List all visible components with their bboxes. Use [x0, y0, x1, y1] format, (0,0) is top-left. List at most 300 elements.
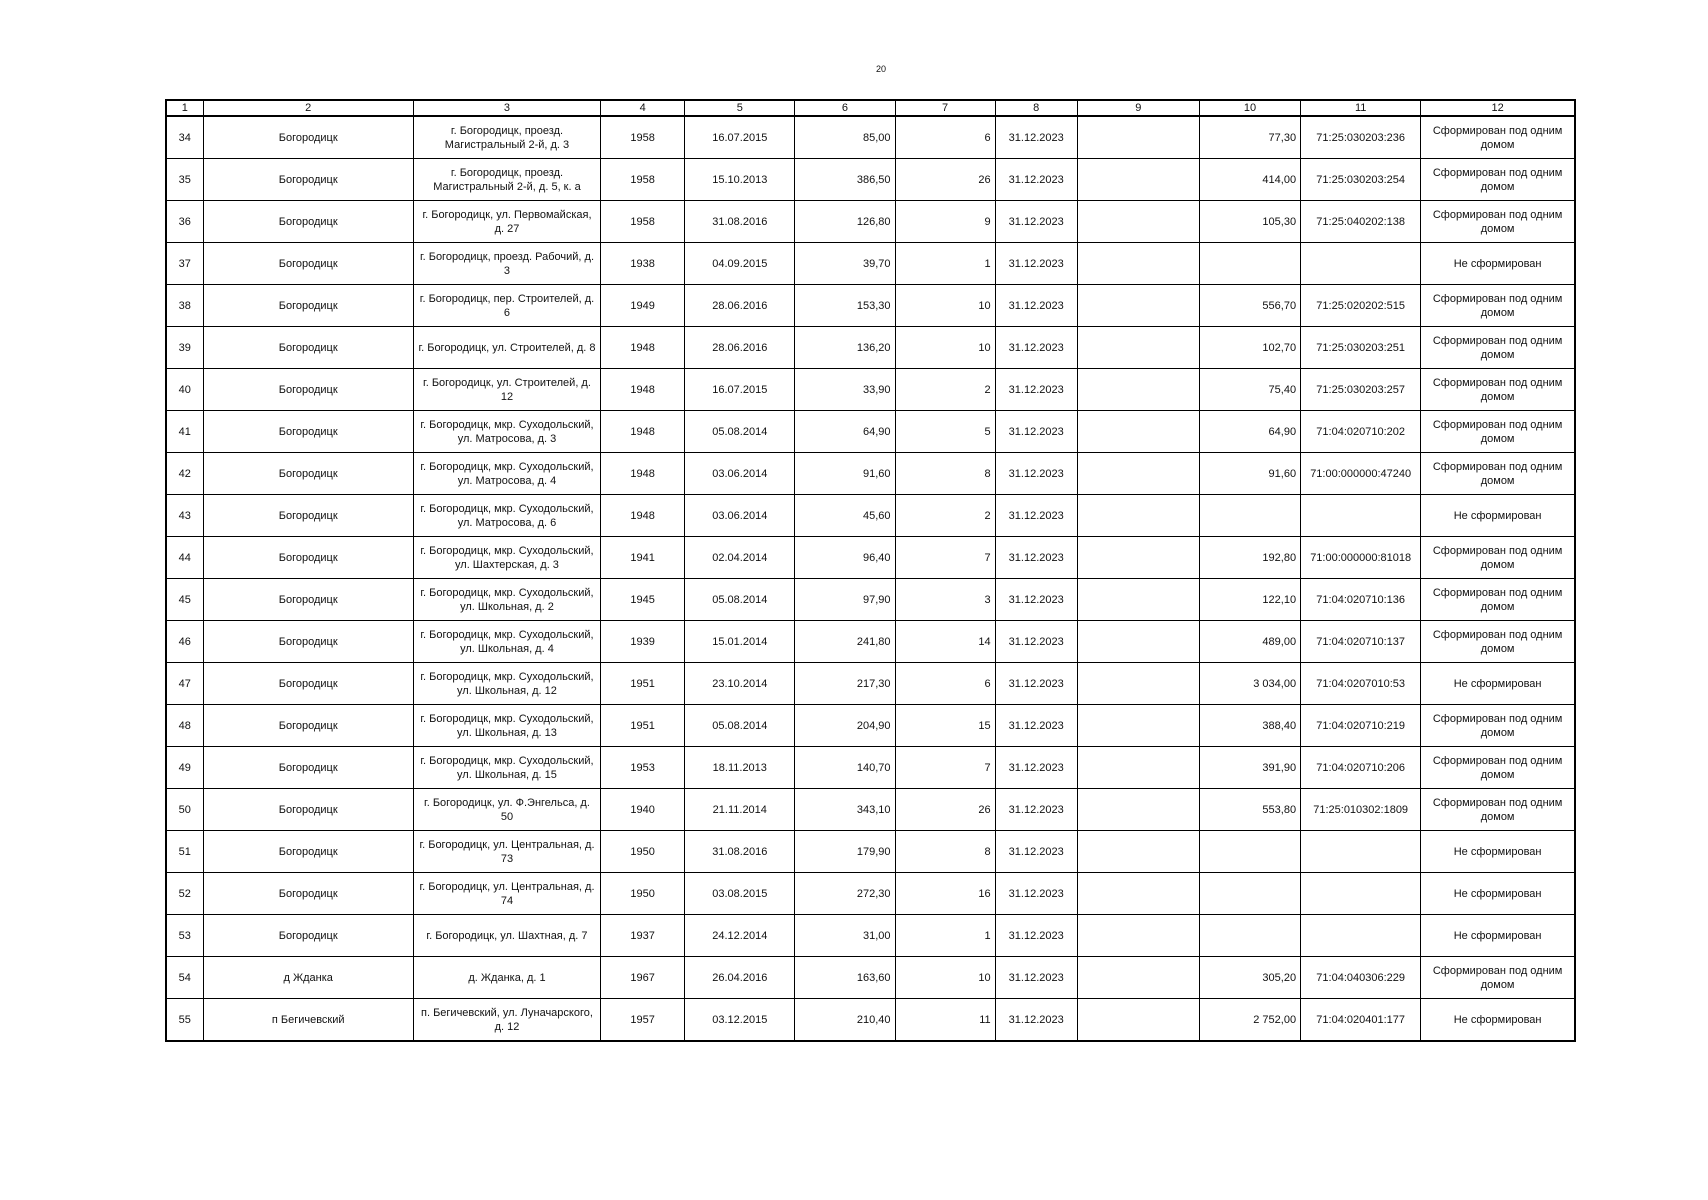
cell-address: г. Богородицк, ул. Первомайская, д. 27: [413, 201, 600, 243]
cell-land-status: Сформирован под одним домом: [1421, 369, 1575, 411]
cell-settlement: Богородицк: [203, 831, 413, 873]
cell-date: 04.09.2015: [685, 243, 795, 285]
cell-cadastral-number: 71:04:0207010:53: [1301, 663, 1421, 705]
cell-area: 179,90: [795, 831, 895, 873]
cell-date: 03.06.2014: [685, 453, 795, 495]
cell-area: 140,70: [795, 747, 895, 789]
cell-land-area: 77,30: [1199, 116, 1300, 159]
cell-row-number: 50: [166, 789, 203, 831]
cell-address: г. Богородицк, ул. Центральная, д. 73: [413, 831, 600, 873]
cell-cadastral-number: 71:04:020710:219: [1301, 705, 1421, 747]
cell-land-area: 122,10: [1199, 579, 1300, 621]
table-row: [166, 369, 1575, 411]
cell-area: 39,70: [795, 243, 895, 285]
cell-land-status: Сформирован под одним домом: [1421, 579, 1575, 621]
table-row: [166, 999, 1575, 1042]
cell-cadastral-number: 71:04:040306:229: [1301, 957, 1421, 999]
cell-settlement: п Бегичевский: [203, 999, 413, 1042]
cell-settlement: Богородицк: [203, 201, 413, 243]
cell-land-area: 105,30: [1199, 201, 1300, 243]
cell-deadline: 31.12.2023: [995, 285, 1077, 327]
cell-land-area: [1199, 243, 1300, 285]
cell-empty-col-9: [1077, 915, 1199, 957]
table-row: [166, 705, 1575, 747]
cell-row-number: 45: [166, 579, 203, 621]
cell-residents: 14: [895, 621, 995, 663]
cell-area: 272,30: [795, 873, 895, 915]
column-header-2: 2: [203, 100, 413, 116]
cell-row-number: 54: [166, 957, 203, 999]
table-row: [166, 579, 1575, 621]
column-header-5: 5: [685, 100, 795, 116]
cell-residents: 26: [895, 789, 995, 831]
cell-build-year: 1953: [601, 747, 685, 789]
cell-residents: 7: [895, 537, 995, 579]
cell-land-area: 192,80: [1199, 537, 1300, 579]
cell-address: г. Богородицк, ул. Строителей, д. 12: [413, 369, 600, 411]
cell-land-status: Сформирован под одним домом: [1421, 327, 1575, 369]
table-row: [166, 159, 1575, 201]
cell-deadline: 31.12.2023: [995, 453, 1077, 495]
cell-build-year: 1948: [601, 327, 685, 369]
cell-deadline: 31.12.2023: [995, 495, 1077, 537]
cell-land-status: Не сформирован: [1421, 873, 1575, 915]
cell-deadline: 31.12.2023: [995, 621, 1077, 663]
cell-date: 31.08.2016: [685, 201, 795, 243]
cell-deadline: 31.12.2023: [995, 915, 1077, 957]
cell-area: 91,60: [795, 453, 895, 495]
cell-area: 386,50: [795, 159, 895, 201]
cell-empty-col-9: [1077, 831, 1199, 873]
cell-row-number: 39: [166, 327, 203, 369]
cell-deadline: 31.12.2023: [995, 579, 1077, 621]
cell-row-number: 40: [166, 369, 203, 411]
cell-date: 31.08.2016: [685, 831, 795, 873]
cell-residents: 10: [895, 285, 995, 327]
cell-address: г. Богородицк, проезд. Магистральный 2-й, д. 3: [413, 116, 600, 159]
cell-cadastral-number: 71:04:020401:177: [1301, 999, 1421, 1042]
cell-date: 28.06.2016: [685, 327, 795, 369]
cell-land-area: 414,00: [1199, 159, 1300, 201]
cell-address: г. Богородицк, мкр. Суходольский, ул. Матросова, д. 3: [413, 411, 600, 453]
cell-land-status: Сформирован под одним домом: [1421, 957, 1575, 999]
cell-cadastral-number: 71:25:030203:254: [1301, 159, 1421, 201]
cell-settlement: Богородицк: [203, 537, 413, 579]
cell-build-year: 1949: [601, 285, 685, 327]
cell-date: 16.07.2015: [685, 369, 795, 411]
cell-land-status: Сформирован под одним домом: [1421, 201, 1575, 243]
cell-empty-col-9: [1077, 747, 1199, 789]
cell-address: г. Богородицк, мкр. Суходольский, ул. Матросова, д. 4: [413, 453, 600, 495]
cell-empty-col-9: [1077, 411, 1199, 453]
cell-settlement: Богородицк: [203, 915, 413, 957]
cell-area: 64,90: [795, 411, 895, 453]
cell-address: г. Богородицк, мкр. Суходольский, ул. Школьная, д. 15: [413, 747, 600, 789]
cell-residents: 8: [895, 453, 995, 495]
cell-row-number: 47: [166, 663, 203, 705]
cell-cadastral-number: 71:00:000000:81018: [1301, 537, 1421, 579]
cell-row-number: 53: [166, 915, 203, 957]
cell-settlement: Богородицк: [203, 621, 413, 663]
cell-land-status: Не сформирован: [1421, 831, 1575, 873]
cell-land-status: Сформирован под одним домом: [1421, 747, 1575, 789]
cell-cadastral-number: 71:04:020710:137: [1301, 621, 1421, 663]
cell-cadastral-number: [1301, 243, 1421, 285]
cell-date: 02.04.2014: [685, 537, 795, 579]
cell-residents: 26: [895, 159, 995, 201]
cell-empty-col-9: [1077, 957, 1199, 999]
cell-settlement: Богородицк: [203, 159, 413, 201]
cell-residents: 7: [895, 747, 995, 789]
cell-land-status: Не сформирован: [1421, 999, 1575, 1042]
cell-address: г. Богородицк, мкр. Суходольский, ул. Школьная, д. 2: [413, 579, 600, 621]
cell-settlement: Богородицк: [203, 411, 413, 453]
cell-residents: 1: [895, 915, 995, 957]
cell-area: 31,00: [795, 915, 895, 957]
cell-settlement: Богородицк: [203, 495, 413, 537]
cell-land-area: 102,70: [1199, 327, 1300, 369]
cell-build-year: 1958: [601, 116, 685, 159]
cell-empty-col-9: [1077, 369, 1199, 411]
cell-land-status: Сформирован под одним домом: [1421, 705, 1575, 747]
cell-deadline: 31.12.2023: [995, 327, 1077, 369]
column-number-header-row: [166, 100, 1575, 116]
cell-settlement: Богородицк: [203, 116, 413, 159]
cell-cadastral-number: 71:25:030203:236: [1301, 116, 1421, 159]
cell-date: 05.08.2014: [685, 411, 795, 453]
table-row: [166, 621, 1575, 663]
cell-empty-col-9: [1077, 116, 1199, 159]
cell-build-year: 1939: [601, 621, 685, 663]
cell-row-number: 34: [166, 116, 203, 159]
cell-row-number: 36: [166, 201, 203, 243]
cell-deadline: 31.12.2023: [995, 831, 1077, 873]
cell-date: 24.12.2014: [685, 915, 795, 957]
cell-residents: 16: [895, 873, 995, 915]
table-row: [166, 957, 1575, 999]
cell-build-year: 1948: [601, 411, 685, 453]
cell-land-area: 91,60: [1199, 453, 1300, 495]
cell-area: 85,00: [795, 116, 895, 159]
cell-land-area: 64,90: [1199, 411, 1300, 453]
cell-empty-col-9: [1077, 873, 1199, 915]
cell-cadastral-number: 71:25:010302:1809: [1301, 789, 1421, 831]
cell-settlement: Богородицк: [203, 873, 413, 915]
cell-area: 97,90: [795, 579, 895, 621]
cell-cadastral-number: 71:25:040202:138: [1301, 201, 1421, 243]
cell-date: 26.04.2016: [685, 957, 795, 999]
cell-row-number: 49: [166, 747, 203, 789]
cell-land-status: Сформирован под одним домом: [1421, 285, 1575, 327]
cell-deadline: 31.12.2023: [995, 116, 1077, 159]
table-row: [166, 495, 1575, 537]
cell-row-number: 41: [166, 411, 203, 453]
cell-area: 153,30: [795, 285, 895, 327]
cell-address: г. Богородицк, мкр. Суходольский, ул. Матросова, д. 6: [413, 495, 600, 537]
table-body: [166, 116, 1575, 1041]
cell-area: 210,40: [795, 999, 895, 1042]
cell-build-year: 1948: [601, 453, 685, 495]
cell-address: г. Богородицк, ул. Строителей, д. 8: [413, 327, 600, 369]
cell-cadastral-number: 71:25:030203:257: [1301, 369, 1421, 411]
cell-address: г. Богородицк, проезд. Магистральный 2-й, д. 5, к. а: [413, 159, 600, 201]
cell-empty-col-9: [1077, 327, 1199, 369]
cell-build-year: 1940: [601, 789, 685, 831]
cell-address: г. Богородицк, мкр. Суходольский, ул. Школьная, д. 13: [413, 705, 600, 747]
cell-build-year: 1937: [601, 915, 685, 957]
cell-land-area: [1199, 495, 1300, 537]
cell-empty-col-9: [1077, 495, 1199, 537]
cell-residents: 5: [895, 411, 995, 453]
cell-residents: 11: [895, 999, 995, 1042]
cell-land-status: Не сформирован: [1421, 915, 1575, 957]
cell-build-year: 1967: [601, 957, 685, 999]
cell-land-status: Сформирован под одним домом: [1421, 789, 1575, 831]
cell-settlement: Богородицк: [203, 327, 413, 369]
cell-date: 18.11.2013: [685, 747, 795, 789]
cell-residents: 9: [895, 201, 995, 243]
cell-build-year: 1950: [601, 873, 685, 915]
cell-area: 136,20: [795, 327, 895, 369]
cell-date: 05.08.2014: [685, 705, 795, 747]
cell-address: г. Богородицк, мкр. Суходольский, ул. Школьная, д. 4: [413, 621, 600, 663]
table-row: [166, 285, 1575, 327]
cell-deadline: 31.12.2023: [995, 705, 1077, 747]
cell-row-number: 37: [166, 243, 203, 285]
cell-land-status: Не сформирован: [1421, 495, 1575, 537]
cell-cadastral-number: [1301, 495, 1421, 537]
cell-land-area: 305,20: [1199, 957, 1300, 999]
cell-residents: 3: [895, 579, 995, 621]
cell-empty-col-9: [1077, 201, 1199, 243]
cell-residents: 8: [895, 831, 995, 873]
cell-residents: 6: [895, 663, 995, 705]
cell-settlement: Богородицк: [203, 243, 413, 285]
page-number: 20: [875, 64, 886, 74]
cell-address: п. Бегичевский, ул. Луначарского, д. 12: [413, 999, 600, 1042]
cell-build-year: 1958: [601, 159, 685, 201]
cell-land-status: Сформирован под одним домом: [1421, 411, 1575, 453]
cell-deadline: 31.12.2023: [995, 747, 1077, 789]
cell-row-number: 43: [166, 495, 203, 537]
cell-land-area: 489,00: [1199, 621, 1300, 663]
cell-date: 03.08.2015: [685, 873, 795, 915]
cell-land-area: [1199, 873, 1300, 915]
cell-row-number: 44: [166, 537, 203, 579]
cell-area: 217,30: [795, 663, 895, 705]
cell-land-area: 75,40: [1199, 369, 1300, 411]
cell-deadline: 31.12.2023: [995, 999, 1077, 1042]
column-header-10: 10: [1199, 100, 1300, 116]
cell-date: 05.08.2014: [685, 579, 795, 621]
cell-settlement: Богородицк: [203, 663, 413, 705]
cell-deadline: 31.12.2023: [995, 243, 1077, 285]
cell-row-number: 46: [166, 621, 203, 663]
cell-area: 126,80: [795, 201, 895, 243]
cell-deadline: 31.12.2023: [995, 789, 1077, 831]
cell-row-number: 52: [166, 873, 203, 915]
cell-land-area: 553,80: [1199, 789, 1300, 831]
cell-land-status: Сформирован под одним домом: [1421, 621, 1575, 663]
cell-empty-col-9: [1077, 285, 1199, 327]
table-row: [166, 411, 1575, 453]
cell-land-area: [1199, 915, 1300, 957]
cell-row-number: 51: [166, 831, 203, 873]
cell-land-status: Сформирован под одним домом: [1421, 159, 1575, 201]
cell-empty-col-9: [1077, 999, 1199, 1042]
cell-cadastral-number: [1301, 873, 1421, 915]
cell-date: 21.11.2014: [685, 789, 795, 831]
cell-area: 96,40: [795, 537, 895, 579]
cell-empty-col-9: [1077, 663, 1199, 705]
cell-date: 28.06.2016: [685, 285, 795, 327]
cell-date: 15.10.2013: [685, 159, 795, 201]
column-header-8: 8: [995, 100, 1077, 116]
cell-land-area: [1199, 831, 1300, 873]
cell-settlement: д Жданка: [203, 957, 413, 999]
cell-area: 204,90: [795, 705, 895, 747]
cell-build-year: 1938: [601, 243, 685, 285]
cell-empty-col-9: [1077, 453, 1199, 495]
cell-cadastral-number: 71:04:020710:202: [1301, 411, 1421, 453]
cell-address: д. Жданка, д. 1: [413, 957, 600, 999]
cell-build-year: 1958: [601, 201, 685, 243]
cell-address: г. Богородицк, пер. Строителей, д. 6: [413, 285, 600, 327]
table-row: [166, 243, 1575, 285]
table-row: [166, 201, 1575, 243]
cell-settlement: Богородицк: [203, 285, 413, 327]
cell-residents: 15: [895, 705, 995, 747]
cell-build-year: 1951: [601, 705, 685, 747]
cell-cadastral-number: 71:00:000000:47240: [1301, 453, 1421, 495]
cell-residents: 2: [895, 369, 995, 411]
cell-address: г. Богородицк, ул. Центральная, д. 74: [413, 873, 600, 915]
cell-empty-col-9: [1077, 159, 1199, 201]
cell-area: 343,10: [795, 789, 895, 831]
column-header-6: 6: [795, 100, 895, 116]
table-row: [166, 453, 1575, 495]
cell-settlement: Богородицк: [203, 453, 413, 495]
table-row: [166, 915, 1575, 957]
column-header-11: 11: [1301, 100, 1421, 116]
cell-deadline: 31.12.2023: [995, 201, 1077, 243]
cell-residents: 10: [895, 327, 995, 369]
cell-build-year: 1941: [601, 537, 685, 579]
column-header-7: 7: [895, 100, 995, 116]
column-header-12: 12: [1421, 100, 1575, 116]
table-row: [166, 873, 1575, 915]
cell-address: г. Богородицк, проезд. Рабочий, д. 3: [413, 243, 600, 285]
cell-settlement: Богородицк: [203, 369, 413, 411]
cell-empty-col-9: [1077, 705, 1199, 747]
table-row: [166, 663, 1575, 705]
cell-row-number: 35: [166, 159, 203, 201]
cell-settlement: Богородицк: [203, 579, 413, 621]
cell-cadastral-number: 71:25:020202:515: [1301, 285, 1421, 327]
cell-cadastral-number: 71:04:020710:206: [1301, 747, 1421, 789]
cell-address: г. Богородицк, мкр. Суходольский, ул. Шахтерская, д. 3: [413, 537, 600, 579]
cell-land-area: 3 034,00: [1199, 663, 1300, 705]
cell-land-status: Не сформирован: [1421, 663, 1575, 705]
cell-area: 163,60: [795, 957, 895, 999]
cell-build-year: 1957: [601, 999, 685, 1042]
table-row: [166, 747, 1575, 789]
cell-residents: 10: [895, 957, 995, 999]
cell-area: 33,90: [795, 369, 895, 411]
table-row: [166, 831, 1575, 873]
cell-deadline: 31.12.2023: [995, 663, 1077, 705]
cell-area: 45,60: [795, 495, 895, 537]
cell-land-status: Сформирован под одним домом: [1421, 453, 1575, 495]
cell-build-year: 1948: [601, 495, 685, 537]
table-row: [166, 537, 1575, 579]
cell-empty-col-9: [1077, 789, 1199, 831]
cell-deadline: 31.12.2023: [995, 411, 1077, 453]
cell-settlement: Богородицк: [203, 747, 413, 789]
cell-cadastral-number: 71:25:030203:251: [1301, 327, 1421, 369]
cell-deadline: 31.12.2023: [995, 159, 1077, 201]
cell-cadastral-number: [1301, 915, 1421, 957]
cell-row-number: 38: [166, 285, 203, 327]
cell-settlement: Богородицк: [203, 789, 413, 831]
cell-date: 16.07.2015: [685, 116, 795, 159]
cell-build-year: 1945: [601, 579, 685, 621]
cell-row-number: 42: [166, 453, 203, 495]
cell-land-status: Не сформирован: [1421, 243, 1575, 285]
cell-cadastral-number: [1301, 831, 1421, 873]
cell-deadline: 31.12.2023: [995, 957, 1077, 999]
cell-date: 03.06.2014: [685, 495, 795, 537]
table-row: [166, 789, 1575, 831]
cell-cadastral-number: 71:04:020710:136: [1301, 579, 1421, 621]
cell-land-status: Сформирован под одним домом: [1421, 116, 1575, 159]
cell-deadline: 31.12.2023: [995, 369, 1077, 411]
cell-address: г. Богородицк, ул. Шахтная, д. 7: [413, 915, 600, 957]
cell-row-number: 48: [166, 705, 203, 747]
table-row: [166, 327, 1575, 369]
cell-deadline: 31.12.2023: [995, 873, 1077, 915]
cell-date: 23.10.2014: [685, 663, 795, 705]
cell-settlement: Богородицк: [203, 705, 413, 747]
cell-row-number: 55: [166, 999, 203, 1042]
housing-register-table: [165, 99, 1576, 1042]
cell-build-year: 1950: [601, 831, 685, 873]
cell-address: г. Богородицк, ул. Ф.Энгельса, д. 50: [413, 789, 600, 831]
cell-date: 03.12.2015: [685, 999, 795, 1042]
cell-empty-col-9: [1077, 579, 1199, 621]
cell-deadline: 31.12.2023: [995, 537, 1077, 579]
cell-residents: 1: [895, 243, 995, 285]
cell-land-area: 388,40: [1199, 705, 1300, 747]
column-header-1: 1: [166, 100, 203, 116]
cell-build-year: 1951: [601, 663, 685, 705]
cell-land-area: 391,90: [1199, 747, 1300, 789]
cell-residents: 2: [895, 495, 995, 537]
cell-empty-col-9: [1077, 537, 1199, 579]
cell-address: г. Богородицк, мкр. Суходольский, ул. Школьная, д. 12: [413, 663, 600, 705]
column-header-3: 3: [413, 100, 600, 116]
cell-area: 241,80: [795, 621, 895, 663]
cell-date: 15.01.2014: [685, 621, 795, 663]
cell-land-status: Сформирован под одним домом: [1421, 537, 1575, 579]
cell-build-year: 1948: [601, 369, 685, 411]
cell-land-area: 556,70: [1199, 285, 1300, 327]
column-header-9: 9: [1077, 100, 1199, 116]
table-row: [166, 116, 1575, 159]
column-header-4: 4: [601, 100, 685, 116]
cell-land-area: 2 752,00: [1199, 999, 1300, 1042]
cell-residents: 6: [895, 116, 995, 159]
